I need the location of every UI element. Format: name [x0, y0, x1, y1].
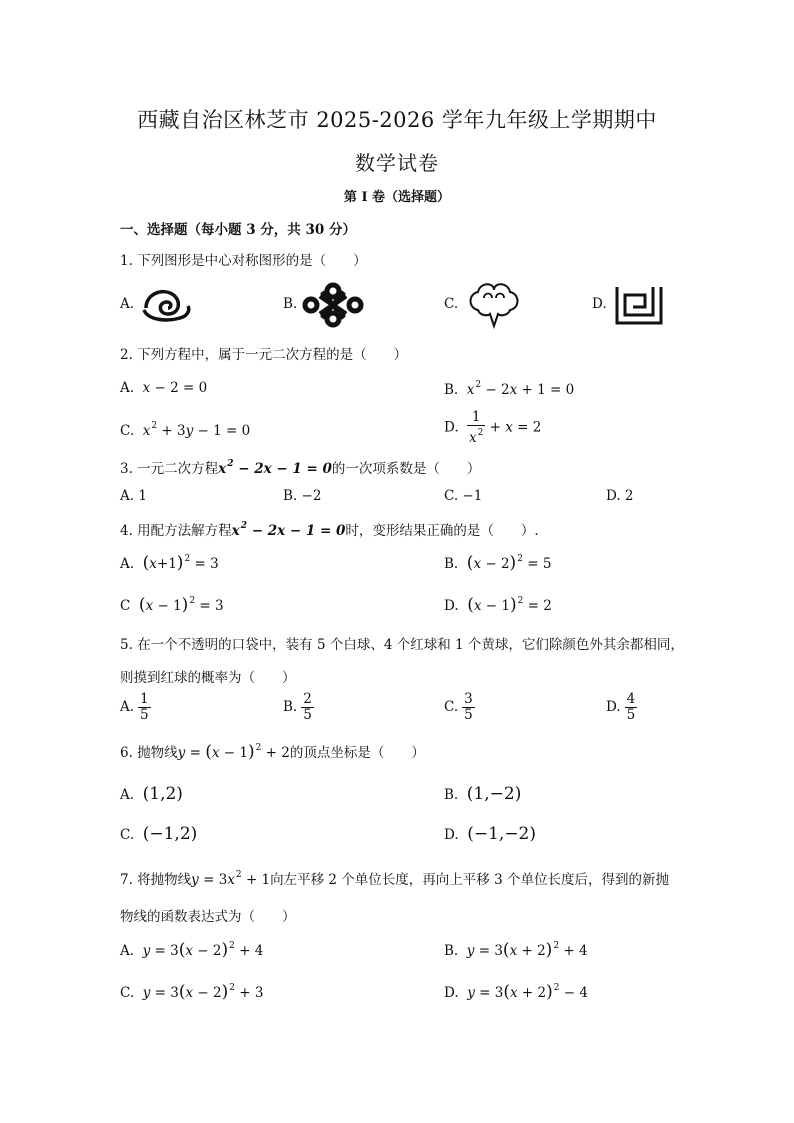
question-3-option-a[interactable]: A. 1	[120, 488, 147, 504]
question-6-option-c[interactable]: C. (−1,2)	[120, 824, 198, 844]
question-6-option-d[interactable]: D. (−1,−2)	[444, 824, 537, 844]
question-5-option-b[interactable]: B. $\frac{2}{5}$	[283, 691, 312, 723]
question-5-option-a[interactable]: A. $\frac{1}{5}$	[120, 691, 149, 723]
question-5-option-d[interactable]: D. $\frac{4}{5}$	[606, 691, 636, 723]
question-4-option-a[interactable]: A. $(x+1)^2 = 3$	[120, 553, 219, 573]
question-2-option-c[interactable]: C. $x^2 + 3y - 1 = 0$	[120, 421, 251, 439]
question-7-stem-line1: 7. 将抛物线$y = 3x^2 + 1$向左平移 2 个单位长度，再向上平移 3 个单位长度后，得到的新抛	[120, 870, 669, 888]
question-3-option-b[interactable]: B. −2	[283, 488, 322, 504]
page-title: 西藏自治区林芝市 2025-2026 学年九年级上学期期中	[137, 108, 657, 132]
question-5-option-c[interactable]: C. $\frac{3}{5}$	[444, 691, 473, 723]
question-2-option-a[interactable]: A. x − 2 = 0	[120, 380, 208, 396]
question-4-stem: 4. 用配方法解方程$x^2 - 2x - 1 = 0$时，变形结果正确的是（ ）.	[120, 521, 539, 539]
question-7-option-c[interactable]: C. $y = 3(x - 2)^2 + 3$	[120, 982, 264, 1002]
question-7-option-d[interactable]: D. $y = 3(x + 2)^2 - 4$	[444, 982, 588, 1002]
question-5-stem-line2: 则摸到红球的概率为（ ）	[120, 670, 296, 686]
section-heading: 一、选择题（每小题 3 分，共 30 分）	[120, 222, 356, 238]
question-4-option-b[interactable]: B. $(x - 2)^2 = 5$	[444, 553, 552, 573]
question-1-option-b[interactable]: B.	[283, 296, 298, 312]
question-7-option-a[interactable]: A. $y = 3(x - 2)^2 + 4$	[120, 940, 264, 960]
question-1-option-c[interactable]: C.	[444, 296, 459, 312]
chinese-knot-icon	[302, 282, 364, 328]
question-4-option-d[interactable]: D. $(x - 1)^2 = 2$	[444, 595, 552, 615]
equation-inline: $x^2 - 2x - 1 = 0$	[218, 459, 332, 477]
auspicious-cloud-icon	[464, 280, 524, 330]
question-6-stem: 6. 抛物线$y = (x - 1)^2 + 2$的顶点坐标是（ ）	[120, 742, 425, 762]
question-5-stem-line1: 5. 在一个不透明的口袋中，装有 5 个白球、4 个红球和 1 个黄球，它们除颜色外其余都相同，	[120, 637, 684, 653]
question-4-option-c[interactable]: C $(x - 1)^2 = 3$	[120, 595, 224, 615]
question-2-stem: 2. 下列方程中，属于一元二次方程的是（ ）	[120, 347, 408, 363]
square-spiral-icon	[613, 283, 665, 327]
question-6-option-b[interactable]: B. (1,−2)	[444, 784, 522, 804]
question-2-option-d[interactable]: D. $\frac{1}{x^2}$ + x = 2	[444, 409, 542, 446]
question-1-option-a[interactable]: A.	[120, 296, 135, 312]
question-1-option-d[interactable]: D.	[592, 296, 607, 312]
cloud-swirl-icon	[140, 284, 194, 326]
question-3-stem: 3. 一元二次方程$x^2 - 2x - 1 = 0$的一次项系数是（ ）	[120, 459, 481, 477]
question-6-option-a[interactable]: A. (1,2)	[120, 784, 183, 804]
equation-inline: $x^2 - 2x - 1 = 0$	[231, 521, 346, 539]
volume-label: 第 I 卷（选择题）	[343, 190, 451, 205]
question-3-option-c[interactable]: C. −1	[444, 488, 483, 504]
question-7-option-b[interactable]: B. $y = 3(x + 2)^2 + 4$	[444, 940, 588, 960]
question-7-stem-line2: 物线的函数表达式为（ ）	[120, 909, 296, 925]
page-subtitle: 数学试卷	[355, 151, 439, 175]
question-2-option-b[interactable]: B. $x^2 - 2x + 1 = 0$	[444, 380, 575, 398]
question-1-stem: 1. 下列图形是中心对称图形的是（ ）	[120, 253, 367, 269]
question-3-option-d[interactable]: D. 2	[606, 488, 634, 504]
